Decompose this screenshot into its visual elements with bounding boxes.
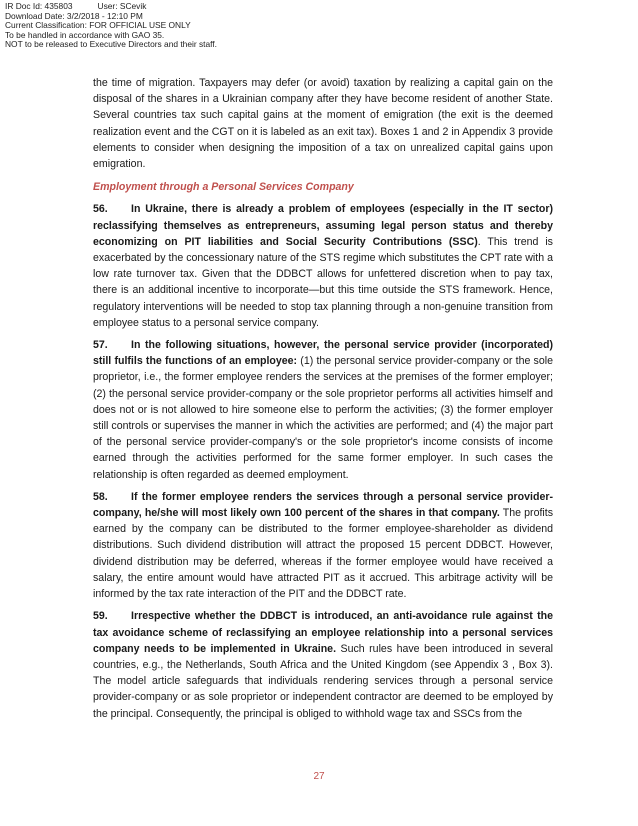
paragraph-57 [93,337,553,483]
doc-id: IR Doc Id: 435803 [5,1,73,11]
page-content [93,75,553,722]
section-heading: Employment through a Personal Services Company [93,181,354,194]
paragraph-number: 59. [93,610,108,623]
paragraph-58 [93,489,553,602]
paragraph-text: Such rules have been introduced in several countries, e.g., the Netherlands, South Africa and the United Kingdom (see Appendix 3 , Box 3). The model article safeguards that individuals rendering services through a personal service provider-company or as sole proprietor or independent contractor are deemed to be employed by the principal. Consequently, the principal is obliged to withhold wage tax and SSCs from the [93,642,553,720]
page-number: 27 [313,771,325,782]
classification: Current Classification: FOR OFFICIAL USE ONLY [5,20,191,31]
paragraph-59 [93,608,553,721]
document-header [5,2,217,50]
intro-paragraph: the time of migration. Taxpayers may defer (or avoid) taxation by realizing a capital gain on the disposal of the shares in a Ukrainian company after they have become resident of another State. Several countries tax such capital gains at the moment of emigration (the exit is the deemed realization event and the CGT on it is labeled as an exit tax). Boxes 1 and 2 in Appendix 3 provide elements to consider when designing the imposition of a tax on unrealized capital gains upon emigration. [93,77,553,171]
paragraph-number: 58. [93,490,108,503]
paragraph-text: (1) the personal service provider-company or the sole proprietor, i.e., the former employee renders the services at the premises of the former employer; (2) the personal service provider-company or the sole proprietor performs all activities himself and does not or is not allowed to hire someone else to perform the activities; (3) the former employer still controls or supervises the manner in which the activities are performed; and (4) the major part of the personal service provider-company's or the sole proprietor's income consists of income earned through the activities performed for the same former employer. In such cases the relationship is often regarded as deemed employment. [93,355,553,481]
release-note: NOT to be released to Executive Directors and their staff. [5,39,217,50]
paragraph-lead: In Ukraine, there is already a problem of employees (especially in the IT sector) reclassifying themselves as entrepreneurs, assuming legal person status and thereby economizing on PIT liabilities and Social Security Contributions (SSC) [93,203,553,248]
paragraph-lead: Irrespective whether the DDBCT is introduced, an anti-avoidance rule against the tax avoidance scheme of reclassifying an employee relationship into a personal services company needs to be implemented in Ukraine. [93,610,553,655]
handling-note: To be handled in accordance with GAO 35. [5,29,165,40]
paragraph-text: . This trend is exacerbated by the concessionary nature of the STS regime which substitutes the CPT rate with a low rate turnover tax. Given that the DDBCT allows for unfettered discretion when to pay tax, there is an additional incentive to incorporate—but this time outside the STS framework. Hence, regulatory interventions will be needed to stop tax planning through a non-genuine transition from employee status to a personal service company. [93,235,553,329]
paragraph-number: 57. [93,339,108,352]
paragraph-lead: If the former employee renders the services through a personal service provider-company, he/she will most likely own 100 percent of the shares in that company. [93,490,553,520]
paragraph-text: The profits earned by the company can be distributed to the former employee-shareholder as dividend distributions. Such dividend distribution will attract the proposed 15 percent DDBCT. However, dividend distribution may be deferred, whereas if the former employee would have received a salary, the entire amount would have attracted PIT as it accrued. This arbitrage activity will be informed by the tax rate interaction of the PIT and the DDBCT rate. [93,507,553,601]
paragraph-lead: In the following situations, however, the personal service provider (incorporated) still fulfils the functions of an employee: [93,339,553,368]
paragraph-56 [93,201,553,331]
download-date: Download Date: 3/2/2018 - 12:10 PM [5,10,143,21]
paragraph-number: 56. [93,203,108,216]
user-name: User: SCevik [97,1,147,11]
